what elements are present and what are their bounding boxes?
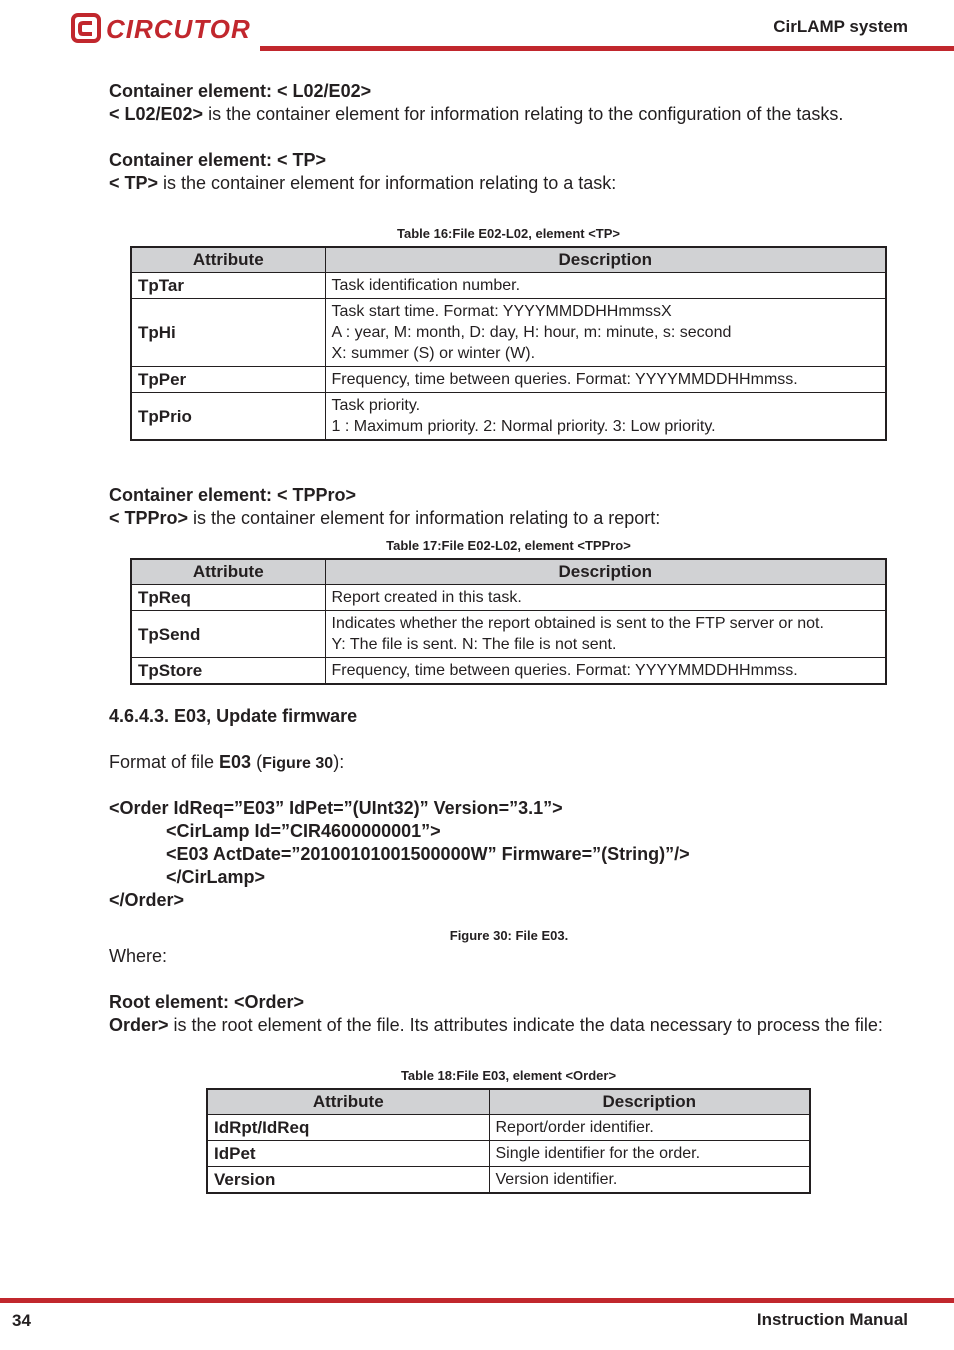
code-line: </Order>: [109, 890, 185, 910]
description-cell: [489, 1167, 810, 1194]
table-row: [207, 1167, 810, 1194]
section-order: [109, 991, 909, 1037]
paragraph-lead: < L02/E02>: [109, 104, 204, 124]
column-header-description: Description: [325, 247, 886, 273]
section-tp: [109, 149, 909, 195]
table-header-row: [131, 559, 886, 585]
xml-code-block: [109, 797, 909, 912]
format-open: (: [251, 752, 263, 772]
column-header-attribute: Attribute: [207, 1089, 489, 1115]
description-line: Single identifier for the order.: [495, 1145, 701, 1162]
code-line: <Order IdReq=”E03” IdPet=”(UInt32)” Version=”3.1”>: [109, 798, 563, 818]
table-row: [131, 611, 886, 658]
section-paragraph: [109, 1014, 909, 1037]
table-row: [131, 393, 886, 441]
description-line: Task identification number.: [331, 277, 521, 294]
table-row: [131, 299, 886, 367]
description-line: X: summer (S) or winter (W).: [331, 345, 536, 362]
table-row: [131, 658, 886, 685]
section-paragraph: [109, 172, 909, 195]
code-line: </CirLamp>: [166, 867, 266, 887]
section-heading: Container element: < TPPro>: [109, 485, 357, 505]
paragraph-text: is the container element for information relating to a report:: [188, 508, 661, 528]
paragraph-text: is the container element for information relating to a task:: [158, 173, 617, 193]
description-line: Indicates whether the report obtained is sent to the FTP server or not.: [331, 615, 824, 632]
code-line: <E03 ActDate=”20100101001500000W” Firmware=”(String)”/>: [166, 844, 690, 864]
document-title: CirLAMP system: [773, 17, 908, 36]
description-line: Version identifier.: [495, 1171, 618, 1188]
description-line: Frequency, time between queries. Format: YYYYMMDDHHmmss.: [331, 662, 798, 679]
attribute-cell: IdRpt/IdReq: [207, 1115, 489, 1141]
description-cell: [325, 299, 886, 367]
column-header-description: Description: [325, 559, 886, 585]
description-line: Task priority.: [331, 397, 421, 414]
figure-reference: Figure 30: [262, 755, 334, 772]
description-line: Frequency, time between queries. Format: YYYYMMDDHHmmss.: [331, 371, 798, 388]
table-order: [206, 1088, 811, 1194]
description-cell: [325, 393, 886, 441]
table-caption: Table 18:File E03, element <Order>: [400, 1068, 617, 1083]
where-text: Where:: [109, 946, 168, 966]
format-prefix: Format of file: [109, 752, 220, 772]
table-tp: [130, 246, 887, 441]
description-cell: [325, 585, 886, 611]
table-row: [131, 585, 886, 611]
description-cell: [325, 658, 886, 685]
footer-divider: [0, 1298, 954, 1303]
paragraph-lead: < TP>: [109, 173, 159, 193]
section-paragraph: [109, 507, 909, 530]
section-l02-e02: [109, 80, 909, 126]
attribute-cell: TpReq: [131, 585, 325, 611]
table-header-row: [131, 247, 886, 273]
description-cell: [325, 611, 886, 658]
description-line: 1 : Maximum priority. 2: Normal priority. 3: Low priority.: [331, 418, 716, 435]
paragraph-text: is the root element of the file. Its attributes indicate the data necessary to process the file:: [168, 1015, 883, 1035]
description-line: Report/order identifier.: [495, 1119, 654, 1136]
attribute-cell: TpHi: [131, 299, 325, 367]
description-line: A : year, M: month, D: day, H: hour, m: minute, s: second: [331, 324, 732, 341]
format-file: E03: [219, 752, 252, 772]
page-number: 34: [12, 1311, 31, 1330]
format-close: ):: [333, 752, 345, 772]
section-heading: Container element: < TP>: [109, 150, 327, 170]
paragraph-lead: Order>: [109, 1015, 169, 1035]
figure-caption: Figure 30: File E03.: [449, 928, 569, 943]
section-paragraph: [109, 103, 909, 126]
description-cell: [489, 1115, 810, 1141]
section-heading: Root element: <Order>: [109, 992, 305, 1012]
table-row: [131, 367, 886, 393]
column-header-attribute: Attribute: [131, 559, 325, 585]
attribute-cell: TpPrio: [131, 393, 325, 441]
description-cell: [489, 1141, 810, 1167]
code-line: <CirLamp Id=”CIR4600000001”>: [166, 821, 441, 841]
table-row: [131, 273, 886, 299]
paragraph-lead: < TPPro>: [109, 508, 189, 528]
section-e03: [109, 705, 909, 775]
attribute-cell: IdPet: [207, 1141, 489, 1167]
description-line: Report created in this task.: [331, 589, 522, 606]
table-caption: Table 17:File E02-L02, element <TPPro>: [386, 538, 631, 553]
footer-title: Instruction Manual: [756, 1310, 908, 1329]
attribute-cell: TpStore: [131, 658, 325, 685]
circutor-logo-icon: [70, 12, 104, 46]
section-heading: Container element: < L02/E02>: [109, 81, 372, 101]
column-header-description: Description: [489, 1089, 810, 1115]
description-cell: [325, 273, 886, 299]
table-header-row: [207, 1089, 810, 1115]
attribute-cell: Version: [207, 1167, 489, 1194]
format-paragraph: [109, 751, 909, 775]
table-row: [207, 1141, 810, 1167]
column-header-attribute: Attribute: [131, 247, 325, 273]
table-row: [207, 1115, 810, 1141]
paragraph-text: is the container element for information relating to the configuration of the tasks.: [203, 104, 844, 124]
circutor-logo: [70, 10, 250, 48]
description-cell: [325, 367, 886, 393]
section-tppro: [109, 484, 909, 530]
where-text-block: [109, 945, 909, 968]
logo-text: CIRCUTOR: [106, 14, 251, 44]
description-line: Y: The file is sent. N: The file is not sent.: [331, 636, 617, 653]
attribute-cell: TpSend: [131, 611, 325, 658]
header-divider: [260, 46, 954, 51]
attribute-cell: TpTar: [131, 273, 325, 299]
description-line: Task start time. Format: YYYYMMDDHHmmssX: [331, 303, 672, 320]
attribute-cell: TpPer: [131, 367, 325, 393]
table-caption: Table 16:File E02-L02, element <TP>: [396, 226, 621, 241]
section-heading: 4.6.4.3. E03, Update firmware: [109, 706, 358, 726]
table-tppro: [130, 558, 887, 685]
